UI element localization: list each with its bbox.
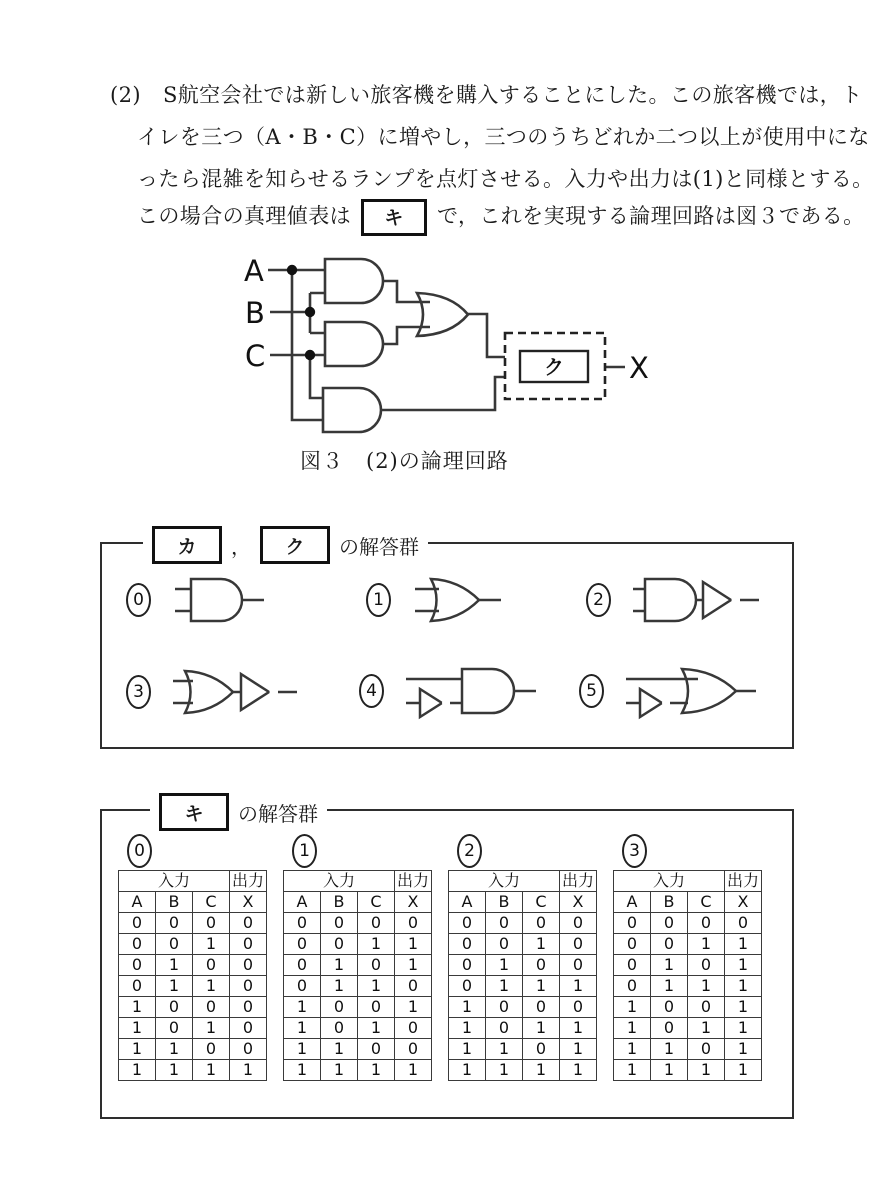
table-cell: 0 (284, 934, 321, 955)
table-cell: 0 (523, 913, 560, 934)
table-row (119, 997, 267, 1018)
table-row (614, 976, 762, 997)
gate-option-2 (586, 570, 766, 630)
table-cell: 1 (156, 955, 193, 976)
table-cell: 0 (119, 955, 156, 976)
table-cell: 1 (651, 955, 688, 976)
table-header-row (119, 892, 267, 913)
table-cell: 0 (395, 976, 432, 997)
separator-comma: ， (231, 534, 251, 559)
or-gate-icon (411, 570, 521, 630)
table-cell: 1 (523, 1060, 560, 1081)
table-cell: 0 (523, 997, 560, 1018)
table-cell: 0 (156, 1018, 193, 1039)
table-header-row (449, 871, 597, 892)
table-cell: 0 (156, 934, 193, 955)
table-cell: 0 (651, 1018, 688, 1039)
table-cell: 0 (193, 913, 230, 934)
table-row (119, 1039, 267, 1060)
col-header: X (395, 892, 432, 913)
table-cell: 0 (560, 934, 597, 955)
table-cell: 0 (230, 955, 267, 976)
table-cell: 1 (119, 1018, 156, 1039)
answer-group-suffix: の解答群 (339, 534, 419, 559)
input-label-a: A (244, 254, 264, 288)
table-cell: 1 (651, 1060, 688, 1081)
table-cell: 0 (230, 997, 267, 1018)
table-cell: 0 (321, 934, 358, 955)
table-cell: 1 (358, 1060, 395, 1081)
wire-and1-to-or (383, 281, 430, 302)
input-header: 入力 (284, 871, 395, 892)
table-cell: 0 (119, 913, 156, 934)
table-header-row (614, 892, 762, 913)
table-cell: 1 (560, 1018, 597, 1039)
table-cell: 0 (230, 1018, 267, 1039)
option-number: 4 (359, 674, 384, 708)
problem-line-2: イレを三つ（A・B・C）に増やし，三つのうちどれか二つ以上が使用中にな (137, 125, 870, 149)
table-row (614, 913, 762, 934)
table-cell: 1 (486, 1039, 523, 1060)
table-row (284, 1039, 432, 1060)
table-cell: 1 (651, 976, 688, 997)
not-into-and-gate-icon (404, 660, 549, 722)
truth-table-option-3 (613, 870, 762, 1081)
table-header-row (614, 871, 762, 892)
table-row (614, 1039, 762, 1060)
table-cell: 1 (725, 1060, 762, 1081)
circuit-wires (268, 270, 625, 420)
table-cell: 0 (523, 1039, 560, 1060)
col-header: X (725, 892, 762, 913)
col-header: C (688, 892, 725, 913)
table-header-row (284, 892, 432, 913)
table-cell: 1 (284, 1018, 321, 1039)
problem-text: S航空会社では新しい旅客機を購入することにした。この旅客機では，ト (162, 83, 863, 107)
table-cell: 1 (688, 976, 725, 997)
table-cell: 1 (560, 976, 597, 997)
output-header: 出力 (725, 871, 762, 892)
blank-box-ki: キ (361, 199, 427, 236)
nand-gate-icon (631, 570, 766, 630)
input-header: 入力 (614, 871, 725, 892)
input-header: 入力 (449, 871, 560, 892)
table-row (614, 1060, 762, 1081)
table-cell: 1 (119, 997, 156, 1018)
not-into-or-gate-icon (624, 660, 769, 722)
table-cell: 0 (284, 913, 321, 934)
table-cell: 1 (560, 1039, 597, 1060)
figure-caption: 図３ (2)の論理回路 (300, 449, 509, 473)
gate-option-1 (366, 570, 521, 630)
table-cell: 1 (358, 976, 395, 997)
junction-dot (305, 350, 315, 360)
table-cell: 1 (725, 1018, 762, 1039)
input-label-b: B (245, 296, 265, 330)
table-cell: 0 (449, 934, 486, 955)
circuit-gates (323, 259, 468, 432)
truth-table-option-1 (283, 870, 432, 1081)
table-cell: 0 (688, 1039, 725, 1060)
table-cell: 1 (358, 934, 395, 955)
table-row (284, 913, 432, 934)
table-row (449, 976, 597, 997)
junction-dot (305, 307, 315, 317)
table-cell: 1 (688, 934, 725, 955)
table-cell: 1 (688, 1018, 725, 1039)
col-header: X (560, 892, 597, 913)
table-cell: 0 (688, 913, 725, 934)
option-number: 1 (366, 583, 391, 617)
table-row (284, 1060, 432, 1081)
col-header: C (358, 892, 395, 913)
table-row (284, 976, 432, 997)
table-cell: 0 (119, 976, 156, 997)
table-cell: 0 (230, 1039, 267, 1060)
table-row (449, 913, 597, 934)
problem-line-1 (110, 80, 863, 110)
table-cell: 0 (560, 997, 597, 1018)
table-row (284, 1018, 432, 1039)
table-cell: 1 (449, 1039, 486, 1060)
table-cell: 1 (193, 976, 230, 997)
table-row (449, 1039, 597, 1060)
problem-text: この場合の真理値表は (137, 204, 351, 228)
col-header: X (230, 892, 267, 913)
table-cell: 1 (395, 1060, 432, 1081)
table-cell: 1 (449, 1018, 486, 1039)
table-cell: 1 (725, 1039, 762, 1060)
table-cell: 0 (449, 955, 486, 976)
table-cell: 1 (523, 934, 560, 955)
table-cell: 0 (321, 1018, 358, 1039)
table-cell: 0 (358, 913, 395, 934)
table-cell: 1 (614, 1039, 651, 1060)
answer-group-ki-header (150, 793, 327, 831)
table-cell: 0 (193, 1039, 230, 1060)
table-cell: 1 (395, 997, 432, 1018)
table-cell: 0 (395, 913, 432, 934)
table-cell: 0 (395, 1018, 432, 1039)
col-header: B (321, 892, 358, 913)
table-cell: 0 (358, 955, 395, 976)
table-cell: 1 (321, 1039, 358, 1060)
table-cell: 1 (560, 1060, 597, 1081)
table-cell: 0 (321, 997, 358, 1018)
table-cell: 0 (651, 934, 688, 955)
table-cell: 1 (486, 955, 523, 976)
table-cell: 1 (321, 1060, 358, 1081)
table-row (284, 997, 432, 1018)
table-row (119, 1018, 267, 1039)
and-gate-icon (325, 322, 383, 366)
table-cell: 0 (614, 934, 651, 955)
table-cell: 1 (119, 1039, 156, 1060)
table-header-row (449, 892, 597, 913)
table-cell: 0 (614, 913, 651, 934)
input-header: 入力 (119, 871, 230, 892)
table-cell: 1 (725, 976, 762, 997)
option-number: 1 (292, 834, 317, 868)
table-row (449, 997, 597, 1018)
blank-box-ku-label: ク (544, 355, 564, 379)
col-header: B (156, 892, 193, 913)
table-cell: 0 (651, 913, 688, 934)
table-cell: 1 (651, 1039, 688, 1060)
table-cell: 1 (193, 934, 230, 955)
label-box-ki: キ (159, 793, 229, 831)
table-cell: 1 (321, 976, 358, 997)
output-header: 出力 (230, 871, 267, 892)
table-row (119, 1060, 267, 1081)
table-cell: 0 (284, 976, 321, 997)
table-row (449, 955, 597, 976)
problem-number: (2) (110, 83, 141, 107)
table-header-row (284, 871, 432, 892)
table-cell: 0 (688, 997, 725, 1018)
gate-option-5 (579, 660, 769, 722)
table-cell: 1 (119, 1060, 156, 1081)
table-cell: 1 (614, 997, 651, 1018)
input-label-c: C (245, 339, 266, 373)
col-header: B (486, 892, 523, 913)
table-cell: 1 (523, 1018, 560, 1039)
or-gate-icon (417, 293, 468, 336)
table-cell: 1 (358, 1018, 395, 1039)
truth-table-option-0 (118, 870, 267, 1081)
col-header: C (193, 892, 230, 913)
table-cell: 1 (193, 1060, 230, 1081)
table-cell: 1 (156, 1039, 193, 1060)
table-row (449, 1060, 597, 1081)
table-cell: 1 (614, 1060, 651, 1081)
table-header-row (119, 871, 267, 892)
table-cell: 1 (230, 1060, 267, 1081)
nor-gate-icon (171, 662, 306, 722)
table-row (119, 934, 267, 955)
label-box-ku: ク (260, 526, 330, 564)
label-box-ka: カ (152, 526, 222, 564)
table-cell: 0 (614, 955, 651, 976)
option-number: 3 (622, 834, 647, 868)
table-cell: 0 (688, 955, 725, 976)
table-cell: 0 (395, 1039, 432, 1060)
gate-option-0 (126, 570, 281, 630)
table-cell: 1 (321, 955, 358, 976)
table-cell: 1 (156, 976, 193, 997)
table-cell: 0 (284, 955, 321, 976)
table-cell: 0 (486, 1018, 523, 1039)
table-cell: 1 (725, 997, 762, 1018)
table-row (449, 934, 597, 955)
col-header: A (614, 892, 651, 913)
and-gate-icon (171, 570, 281, 630)
wire-and3-to-box (381, 377, 505, 410)
output-header: 出力 (560, 871, 597, 892)
table-cell: 1 (725, 955, 762, 976)
gate-option-4 (359, 660, 549, 722)
table-cell: 0 (193, 997, 230, 1018)
table-cell: 1 (193, 1018, 230, 1039)
table-cell: 1 (156, 1060, 193, 1081)
table-cell: 1 (449, 997, 486, 1018)
table-cell: 0 (614, 976, 651, 997)
table-cell: 0 (156, 913, 193, 934)
problem-line-3: ったら混雑を知らせるランプを点灯させる。入力や出力は(1)と同様とする。 (137, 167, 874, 191)
answer-group-suffix: の解答群 (238, 801, 318, 826)
table-cell: 0 (230, 913, 267, 934)
table-cell: 0 (193, 955, 230, 976)
wire-or-to-box (468, 314, 505, 357)
option-number: 2 (586, 583, 611, 617)
table-cell: 1 (284, 1060, 321, 1081)
table-row (119, 955, 267, 976)
table-row (119, 976, 267, 997)
table-cell: 0 (725, 913, 762, 934)
table-cell: 1 (688, 1060, 725, 1081)
table-row (284, 955, 432, 976)
col-header: A (119, 892, 156, 913)
truth-table-option-2 (448, 870, 597, 1081)
table-cell: 0 (358, 997, 395, 1018)
table-cell: 1 (449, 1060, 486, 1081)
table-cell: 0 (321, 913, 358, 934)
table-cell: 1 (395, 955, 432, 976)
col-header: B (651, 892, 688, 913)
gate-option-3 (126, 662, 306, 722)
table-cell: 0 (560, 955, 597, 976)
option-number: 3 (126, 675, 151, 709)
table-row (119, 913, 267, 934)
problem-line-4 (137, 199, 865, 236)
table-cell: 1 (486, 976, 523, 997)
table-row (614, 955, 762, 976)
table-cell: 0 (486, 934, 523, 955)
option-number: 0 (126, 583, 151, 617)
table-cell: 0 (358, 1039, 395, 1060)
table-cell: 1 (395, 934, 432, 955)
and-gate-icon (325, 259, 383, 303)
table-cell: 0 (119, 934, 156, 955)
table-row (614, 997, 762, 1018)
table-row (449, 1018, 597, 1039)
table-cell: 0 (449, 976, 486, 997)
table-cell: 0 (156, 997, 193, 1018)
option-number: 2 (457, 834, 482, 868)
problem-text: で，これを実現する論理回路は図３である。 (437, 204, 865, 228)
table-row (614, 934, 762, 955)
table-cell: 1 (284, 1039, 321, 1060)
junction-dot (287, 265, 297, 275)
wire-c-branch (310, 355, 323, 398)
table-cell: 0 (230, 976, 267, 997)
table-cell: 1 (725, 934, 762, 955)
table-cell: 0 (230, 934, 267, 955)
table-row (284, 934, 432, 955)
table-cell: 0 (651, 997, 688, 1018)
col-header: A (449, 892, 486, 913)
table-row (614, 1018, 762, 1039)
table-cell: 0 (560, 913, 597, 934)
logic-circuit-figure (230, 245, 660, 475)
table-cell: 1 (523, 976, 560, 997)
table-cell: 0 (449, 913, 486, 934)
table-cell: 0 (523, 955, 560, 976)
output-label-x: X (629, 351, 649, 385)
option-number: 0 (127, 834, 152, 868)
col-header: C (523, 892, 560, 913)
table-cell: 1 (486, 1060, 523, 1081)
table-cell: 1 (614, 1018, 651, 1039)
answer-group-ka-ku-header (143, 526, 428, 564)
and-gate-icon (323, 388, 381, 432)
col-header: A (284, 892, 321, 913)
table-cell: 0 (486, 997, 523, 1018)
table-cell: 1 (284, 997, 321, 1018)
option-number: 5 (579, 674, 604, 708)
table-cell: 0 (486, 913, 523, 934)
output-header: 出力 (395, 871, 432, 892)
